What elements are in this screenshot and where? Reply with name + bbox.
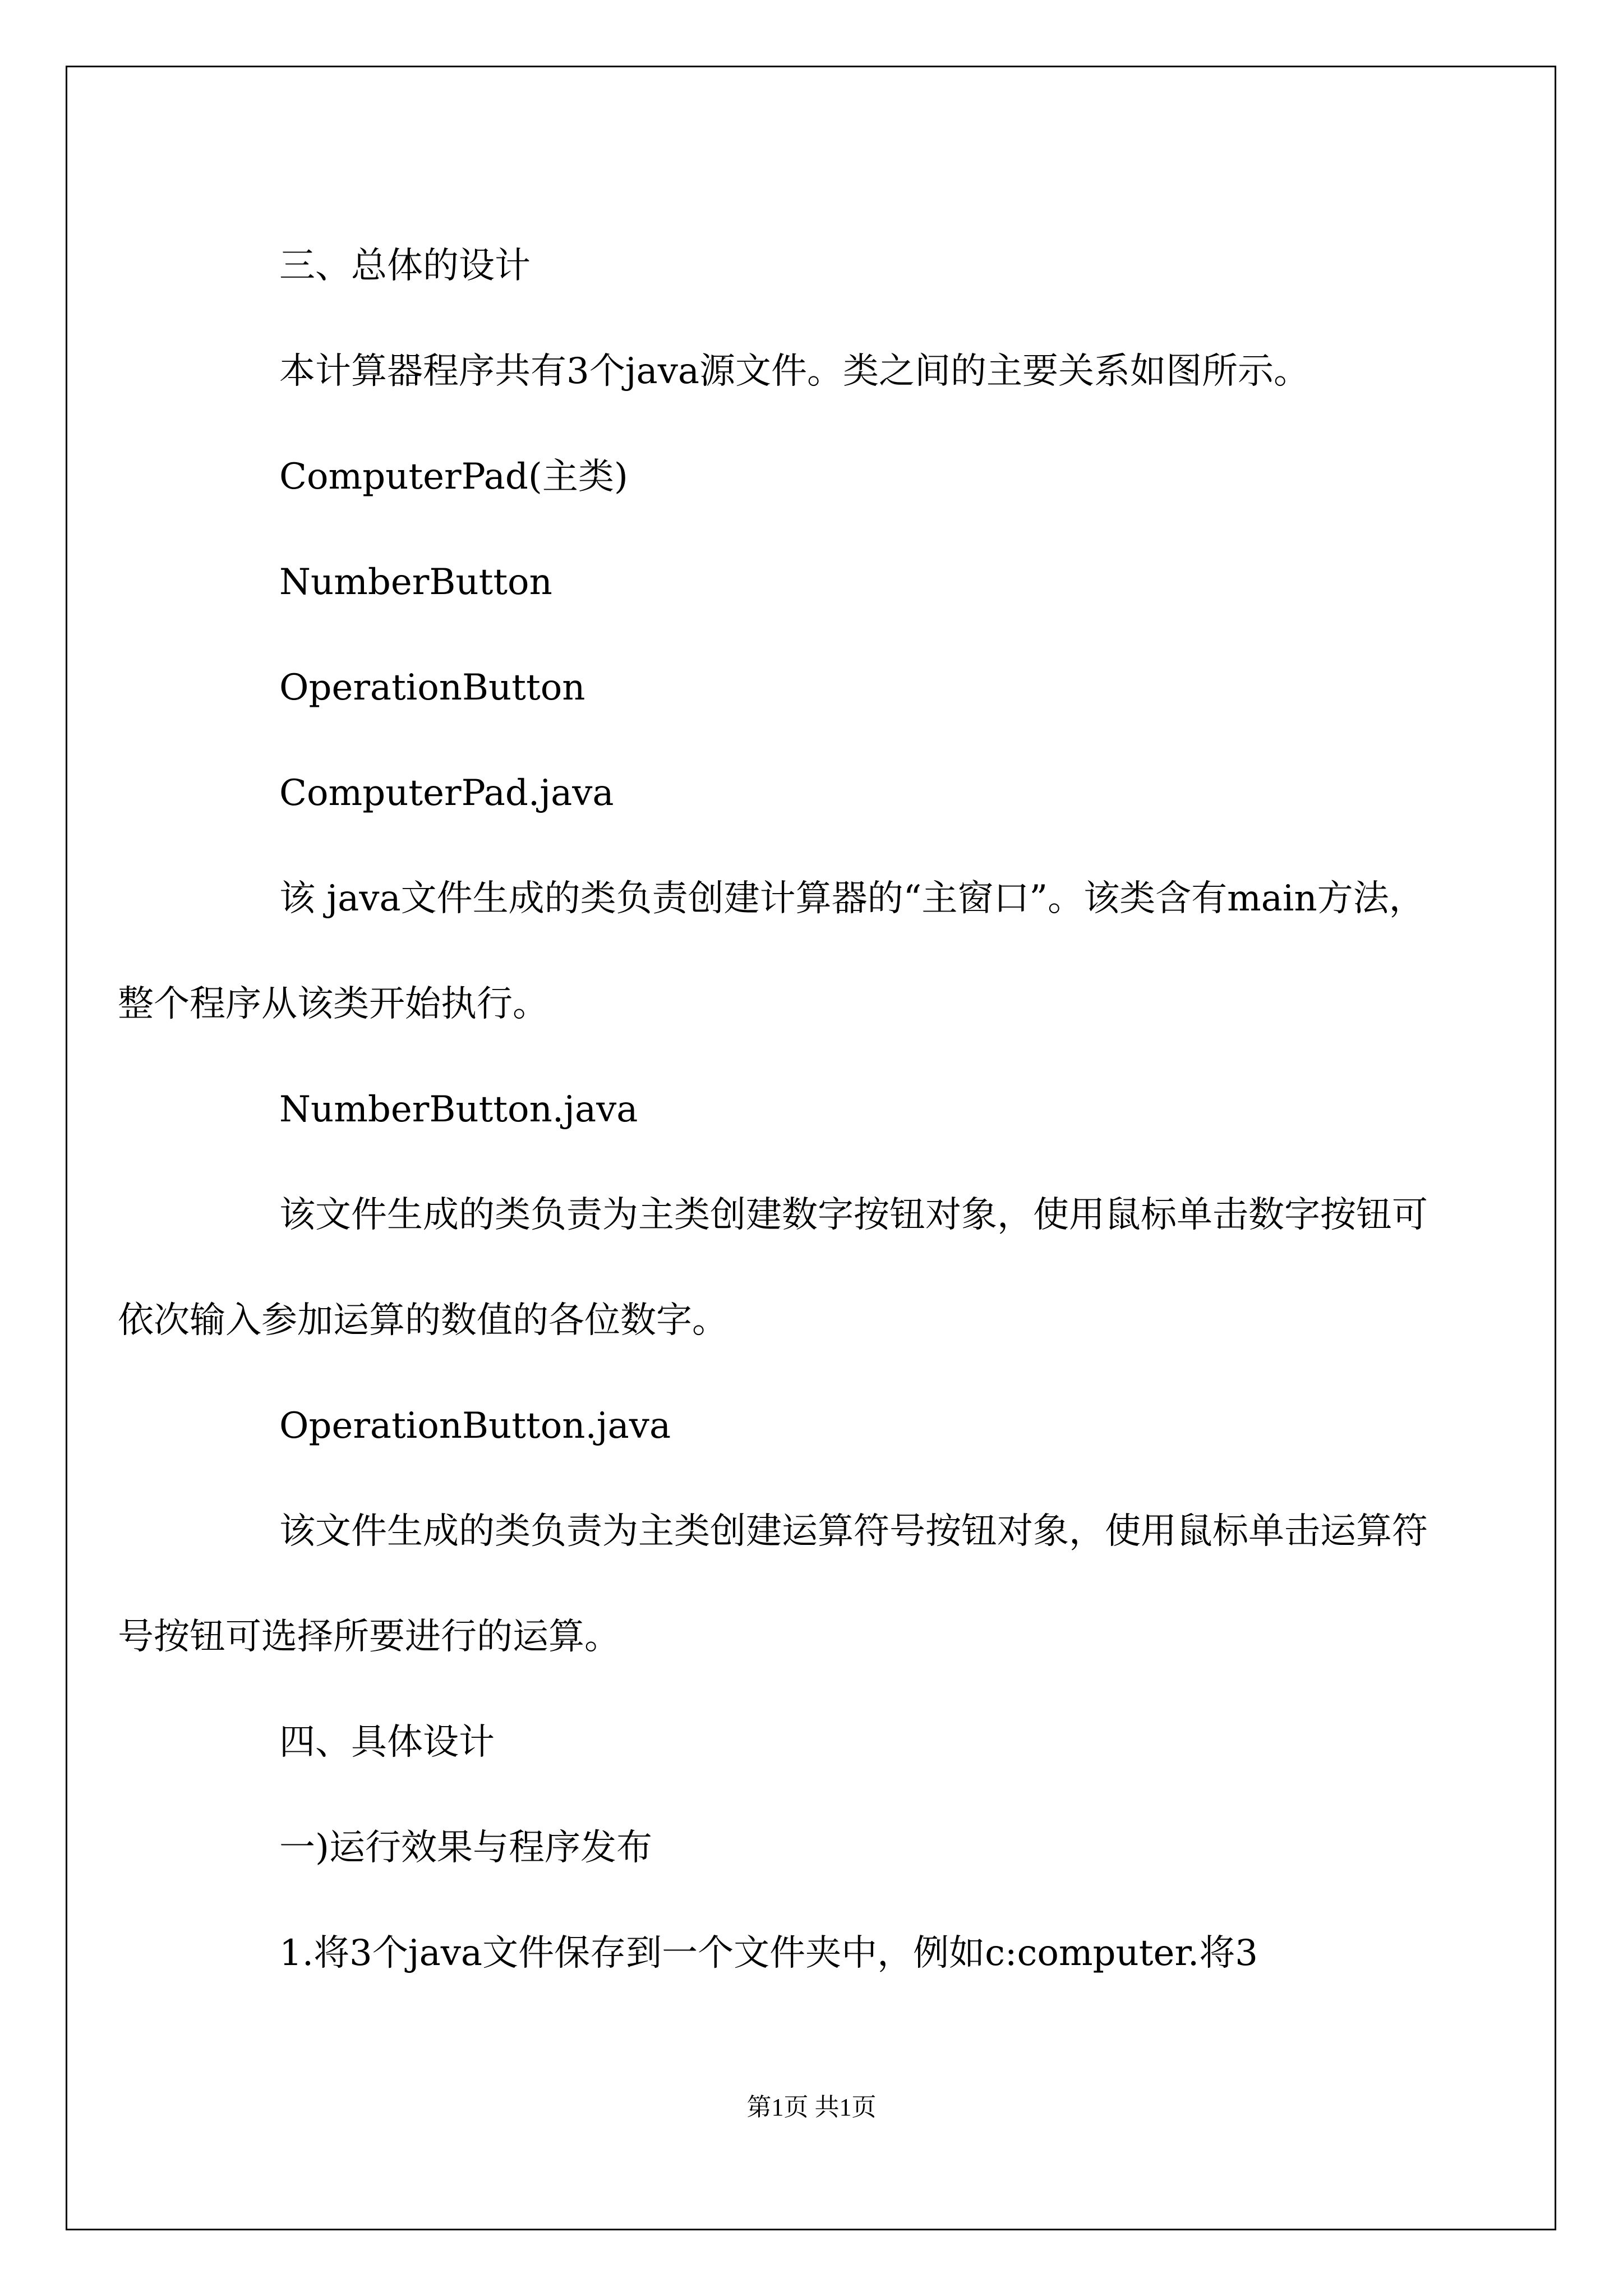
paragraph: 本计算器程序共有3个java源文件。类之间的主要关系如图所示。 xyxy=(279,351,1310,392)
page-number: 第1页 共1页 xyxy=(746,2093,877,2121)
file-name: NumberButton.java xyxy=(279,1089,638,1130)
subsection-heading: 一)运行效果与程序发布 xyxy=(279,1827,652,1869)
section-heading: 四、具体设计 xyxy=(279,1722,495,1763)
file-name: ComputerPad.java xyxy=(279,772,614,814)
document-body xyxy=(118,213,1432,2006)
section-heading: 三、总体的设计 xyxy=(279,245,531,287)
paragraph: 该文件生成的类负责为主类创建数字按钮对象，使用鼠标单击数字按钮可依次输入参加运算的数值的各位数字。 xyxy=(118,1194,1428,1341)
class-name: NumberButton xyxy=(279,562,552,603)
paragraph: 该 java文件生成的类负责创建计算器的“主窗口”。该类含有main方法，整个程序从该类开始执行。 xyxy=(118,878,1425,1025)
class-name: OperationButton xyxy=(279,667,585,708)
class-name: ComputerPad(主类) xyxy=(279,456,628,498)
file-name: OperationButton.java xyxy=(279,1405,671,1447)
paragraph: 1.将3个java文件保存到一个文件夹中，例如c:computer.将3 xyxy=(279,1932,1258,1974)
paragraph: 该文件生成的类负责为主类创建运算符号按钮对象，使用鼠标单击运算符号按钮可选择所要进行的运算。 xyxy=(118,1511,1428,1658)
